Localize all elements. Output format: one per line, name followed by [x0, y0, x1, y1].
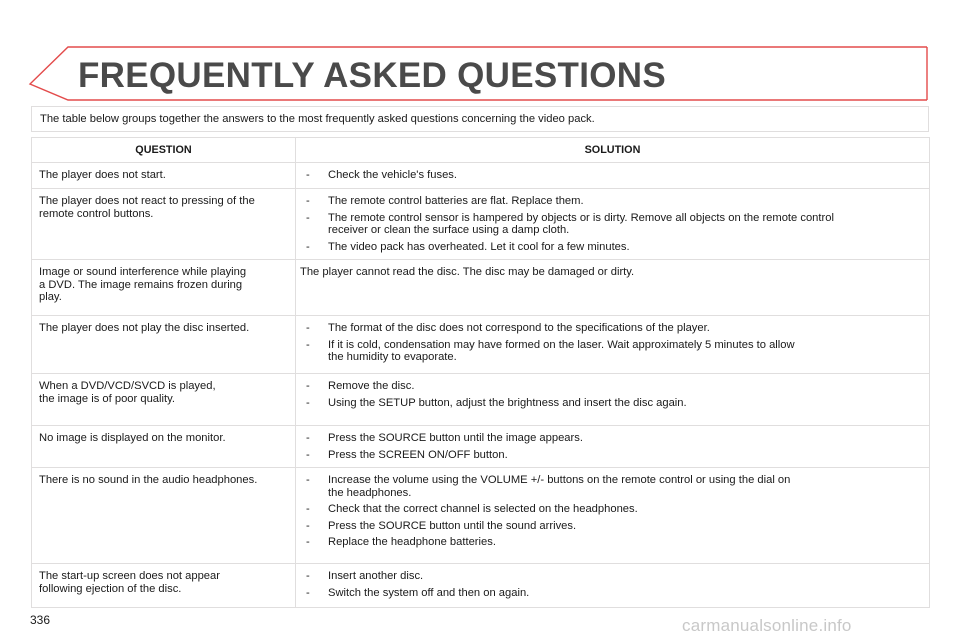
faq-table [31, 137, 930, 608]
bullet-dash: - [306, 240, 310, 253]
solution-text: Replace the headphone batteries. [328, 536, 496, 548]
column-header-question: QUESTION [32, 138, 296, 163]
solution-cell [296, 260, 930, 316]
solution-text: The remote control batteries are flat. Replace them. [328, 195, 584, 207]
bullet-dash: - [306, 448, 310, 461]
table-row [32, 189, 930, 260]
solution-list [300, 380, 923, 409]
solution-text: The format of the disc does not correspond to the specifications of the player. [328, 322, 710, 334]
solution-cell [296, 374, 930, 426]
question-cell: There is no sound in the audio headphones. [32, 468, 296, 564]
solution-item [300, 339, 923, 364]
solution-cell [296, 468, 930, 564]
bullet-dash: - [306, 211, 310, 224]
solution-text: If it is cold, condensation may have formed on the laser. Wait approximately 5 minutes to allow the humidity to evaporate. [328, 338, 795, 363]
solution-text: Press the SOURCE button until the image appears. [328, 432, 583, 444]
solution-text: Using the SETUP button, adjust the brightness and insert the disc again. [328, 396, 687, 409]
solution-list [300, 195, 923, 253]
solution-text: Press the SOURCE button until the sound arrives. [328, 519, 577, 532]
solution-item [300, 169, 923, 182]
solution-list [300, 169, 923, 182]
solution-cell [296, 163, 930, 189]
table-header-row [32, 138, 930, 163]
question-cell: The player does not react to pressing of the remote control buttons. [32, 189, 296, 260]
bullet-dash: - [306, 322, 310, 334]
table-row [32, 260, 930, 316]
question-cell: The player does not start. [32, 163, 296, 189]
solution-text: The video pack has overheated. Let it cool for a few minutes. [328, 240, 630, 253]
solution-cell [296, 564, 930, 608]
bullet-dash: - [306, 474, 310, 486]
bullet-dash: - [306, 195, 310, 207]
bullet-dash: - [306, 338, 310, 351]
bullet-dash: - [306, 570, 310, 582]
bullet-dash: - [306, 396, 310, 409]
solution-item [300, 474, 923, 499]
column-header-solution: SOLUTION [296, 138, 930, 163]
bullet-dash: - [306, 503, 310, 515]
page-number: 336 [30, 613, 51, 627]
solution-cell [296, 189, 930, 260]
table-row [32, 163, 930, 189]
table-row [32, 374, 930, 426]
question-cell: When a DVD/VCD/SVCD is played, the image is of poor quality. [32, 374, 296, 426]
bullet-dash: - [306, 586, 310, 599]
page-title: FREQUENTLY ASKED QUESTIONS [78, 56, 666, 95]
solution-cell [296, 426, 930, 468]
solution-list [300, 432, 923, 461]
question-cell: The start-up screen does not appear following ejection of the disc. [32, 564, 296, 608]
bullet-dash: - [306, 432, 310, 444]
table-row [32, 564, 930, 608]
table-row [32, 426, 930, 468]
solution-list [300, 570, 923, 599]
bullet-dash: - [306, 536, 310, 548]
solution-text: Insert another disc. [328, 570, 424, 582]
solution-item [300, 520, 923, 533]
solution-item [300, 322, 923, 335]
solution-text: Press the SCREEN ON/OFF button. [328, 448, 508, 461]
solution-item [300, 536, 923, 549]
table-row [32, 316, 930, 374]
solution-list [300, 474, 923, 549]
solution-text: Check that the correct channel is selected on the headphones. [328, 503, 638, 515]
solution-text: Check the vehicle's fuses. [328, 169, 457, 181]
solution-item [300, 449, 923, 462]
question-cell: No image is displayed on the monitor. [32, 426, 296, 468]
solution-item [300, 241, 923, 254]
solution-item [300, 432, 923, 445]
solution-item [300, 195, 923, 208]
solution-item [300, 570, 923, 583]
solution-cell [296, 316, 930, 374]
header-band [0, 0, 930, 102]
solution-item [300, 397, 923, 410]
solution-item [300, 380, 923, 393]
solution-item [300, 587, 923, 600]
solution-text: Remove the disc. [328, 380, 415, 392]
question-cell: The player does not play the disc inserted. [32, 316, 296, 374]
table-body [32, 163, 930, 608]
solution-item [300, 503, 923, 516]
solution-text: Increase the volume using the VOLUME +/- buttons on the remote control or using the dial on the headphones. [328, 474, 791, 499]
table-row [32, 468, 930, 564]
watermark: carmanualsonline.info [682, 616, 852, 635]
solution-text: The player cannot read the disc. The disc may be damaged or dirty. [300, 266, 635, 278]
question-cell: Image or sound interference while playing a DVD. The image remains frozen during play. [32, 260, 296, 316]
bullet-dash: - [306, 519, 310, 532]
solution-list [300, 322, 923, 364]
bullet-dash: - [306, 380, 310, 392]
solution-item [300, 212, 923, 237]
bullet-dash: - [306, 169, 310, 181]
solution-text: The remote control sensor is hampered by objects or is dirty. Remove all objects on the remote control receiver or clean the surface using a damp cloth. [328, 211, 834, 236]
intro-text: The table below groups together the answers to the most frequently asked questions concerning the video pack. [31, 106, 929, 132]
solution-text: Switch the system off and then on again. [328, 586, 530, 599]
